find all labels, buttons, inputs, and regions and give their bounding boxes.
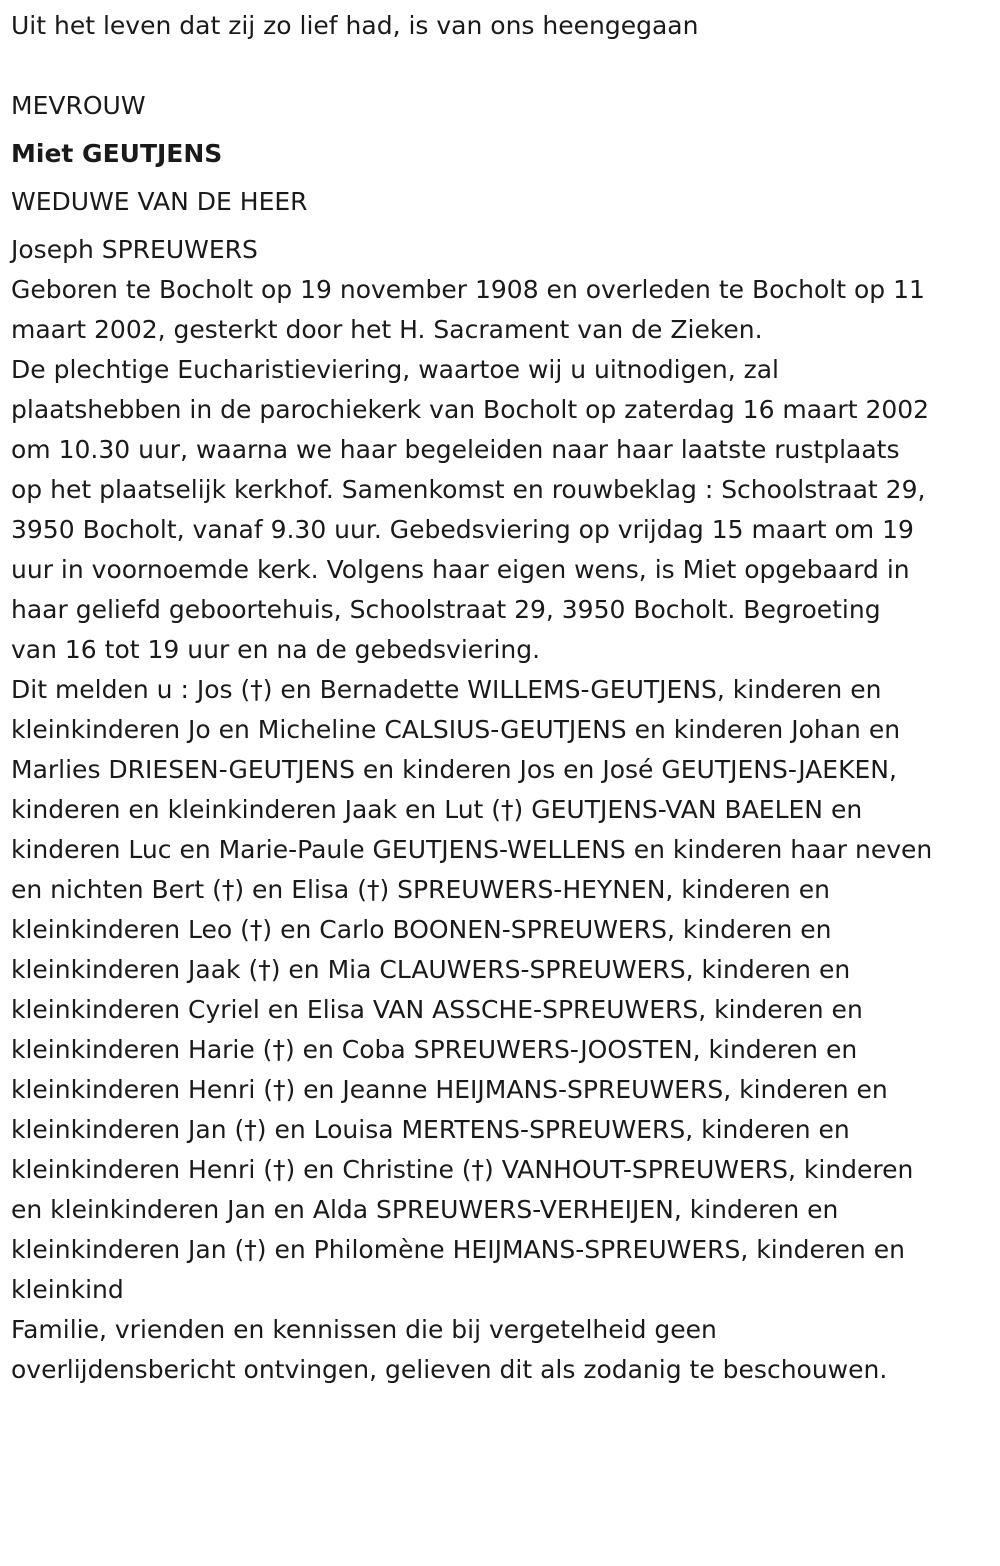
closing-paragraph xyxy=(11,1310,1000,1390)
paragraph-line: haar geliefd geboortehuis, Schoolstraat 29, 3950 Bocholt. Begroeting xyxy=(11,595,881,624)
paragraph-line: kleinkinderen Jan (†) en Louisa MERTENS-SPREUWERS, kinderen en xyxy=(11,1115,850,1144)
paragraph-line: kleinkinderen Jaak (†) en Mia CLAUWERS-SPREUWERS, kinderen en xyxy=(11,955,851,984)
paragraph-line: en kleinkinderen Jan en Alda SPREUWERS-VERHEIJEN, kinderen en xyxy=(11,1195,839,1224)
title-line: MEVROUW xyxy=(11,91,146,120)
paragraph-line: uur in voornoemde kerk. Volgens haar eigen wens, is Miet opgebaard in xyxy=(11,555,910,584)
paragraph-line: 3950 Bocholt, vanaf 9.30 uur. Gebedsviering op vrijdag 15 maart om 19 xyxy=(11,515,914,544)
paragraph-line: overlijdensbericht ontvingen, gelieven dit als zodanig te beschouwen. xyxy=(11,1355,888,1384)
family-paragraph xyxy=(11,670,1000,1310)
paragraph-line: plaatshebben in de parochiekerk van Bocholt op zaterdag 16 maart 2002 xyxy=(11,395,930,424)
paragraph-line: De plechtige Eucharistieviering, waartoe wij u uitnodigen, zal xyxy=(11,355,779,384)
paragraph-line: Marlies DRIESEN-GEUTJENS en kinderen Jos en José GEUTJENS-JAEKEN, xyxy=(11,755,897,784)
paragraph-line: Familie, vrienden en kennissen die bij vergetelheid geen xyxy=(11,1315,717,1344)
paragraph-line: van 16 tot 19 uur en na de gebedsviering. xyxy=(11,635,541,664)
ceremony-paragraph xyxy=(11,350,1000,670)
intro-line: Uit het leven dat zij zo lief had, is van ons heengegaan xyxy=(11,11,699,40)
paragraph-line: om 10.30 uur, waarna we haar begeleiden naar haar laatste rustplaats xyxy=(11,435,900,464)
paragraph-line: kleinkinderen Jo en Micheline CALSIUS-GEUTJENS en kinderen Johan en xyxy=(11,715,901,744)
paragraph-line: kinderen Luc en Marie-Paule GEUTJENS-WELLENS en kinderen haar neven xyxy=(11,835,933,864)
paragraph-line: Dit melden u : Jos (†) en Bernadette WILLEMS-GEUTJENS, kinderen en xyxy=(11,675,882,704)
paragraph-line: kinderen en kleinkinderen Jaak en Lut (†) GEUTJENS-VAN BAELEN en xyxy=(11,795,863,824)
paragraph-line: op het plaatselijk kerkhof. Samenkomst en rouwbeklag : Schoolstraat 29, xyxy=(11,475,926,504)
birth-death-paragraph xyxy=(11,270,1000,350)
widow-label: WEDUWE VAN DE HEER xyxy=(11,187,308,216)
paragraph-line: en nichten Bert (†) en Elisa (†) SPREUWERS-HEYNEN, kinderen en xyxy=(11,875,830,904)
deceased-name: Miet GEUTJENS xyxy=(11,139,223,168)
paragraph-line: Geboren te Bocholt op 19 november 1908 en overleden te Bocholt op 11 xyxy=(11,275,925,304)
paragraph-line: kleinkinderen Harie (†) en Coba SPREUWERS-JOOSTEN, kinderen en xyxy=(11,1035,858,1064)
paragraph-line: kleinkinderen Leo (†) en Carlo BOONEN-SPREUWERS, kinderen en xyxy=(11,915,832,944)
paragraph-line: kleinkinderen Jan (†) en Philomène HEIJMANS-SPREUWERS, kinderen en xyxy=(11,1235,905,1264)
paragraph-line: kleinkinderen Henri (†) en Jeanne HEIJMANS-SPREUWERS, kinderen en xyxy=(11,1075,888,1104)
paragraph-line: maart 2002, gesterkt door het H. Sacrament van de Zieken. xyxy=(11,315,763,344)
spouse-name: Joseph SPREUWERS xyxy=(11,235,258,264)
paragraph-line: kleinkind xyxy=(11,1275,124,1304)
paragraph-line: kleinkinderen Cyriel en Elisa VAN ASSCHE-SPREUWERS, kinderen en xyxy=(11,995,863,1024)
paragraph-line: kleinkinderen Henri (†) en Christine (†) VANHOUT-SPREUWERS, kinderen xyxy=(11,1155,914,1184)
